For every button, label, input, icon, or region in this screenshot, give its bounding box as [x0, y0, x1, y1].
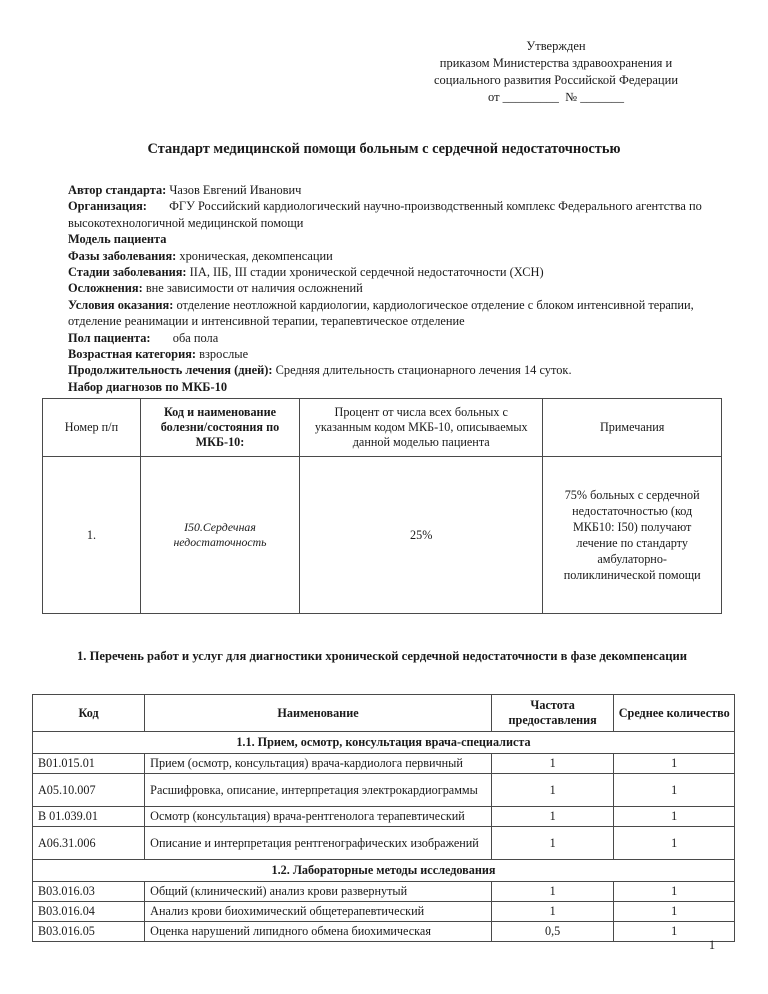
meta-label: Условия оказания: — [68, 297, 174, 312]
meta-value: отделение неотложной кардиологии, кардиологическое отделение с блоком интенсивной терапии, отделение реанимации и интенсивной терапии, терапевтическое отделение — [68, 297, 694, 329]
approval-line-4: от _________ № _______ — [488, 90, 624, 104]
cell-frequency: 1 — [491, 882, 614, 902]
meta-label: Организация: — [68, 199, 147, 214]
meta-value: взрослые — [199, 347, 249, 362]
services-table-body — [33, 732, 735, 942]
cell-number: 1. — [43, 457, 141, 614]
meta-row — [68, 198, 728, 231]
cell-frequency: 1 — [491, 754, 614, 774]
cell-average: 1 — [614, 922, 735, 942]
meta-label: Осложнения: — [68, 281, 143, 296]
metadata-block — [68, 182, 728, 395]
approval-block — [390, 38, 722, 106]
col-header-percent: Процент от числа всех больных с указанным кодом МКБ-10, описываемых данной моделью пациента — [300, 399, 543, 457]
cell-frequency: 0,5 — [491, 922, 614, 942]
approval-line-3: социального развития Российской Федерации — [433, 73, 679, 87]
cell-frequency: 1 — [491, 902, 614, 922]
table-row — [33, 882, 735, 902]
meta-value: вне зависимости от наличия осложнений — [145, 281, 363, 296]
cell-average: 1 — [614, 774, 735, 807]
cell-name: Прием (осмотр, консультация) врача-кардиолога первичный — [145, 754, 492, 774]
cell-percent: 25% — [300, 457, 543, 614]
cell-code: В03.016.05 — [33, 922, 145, 942]
approval-line-2: приказом Министерства здравоохранения и — [439, 56, 673, 70]
table-row — [33, 754, 735, 774]
diagnoses-table — [42, 398, 722, 614]
meta-row — [68, 231, 728, 247]
table-header-row — [43, 399, 722, 457]
meta-row — [68, 264, 728, 280]
table-row — [33, 774, 735, 807]
page-title: Стандарт медицинской помощи больным с сердечной недостаточностью — [147, 141, 621, 157]
col-header-average: Среднее количество — [614, 695, 735, 732]
cell-average: 1 — [614, 807, 735, 827]
meta-row — [68, 330, 728, 346]
approval-line-1: Утвержден — [526, 39, 586, 53]
meta-label: Фазы заболевания: — [68, 248, 177, 263]
cell-name: Расшифровка, описание, интерпретация электрокардиограммы — [145, 774, 492, 807]
meta-value: Средняя длительность стационарного лечения 14 суток. — [275, 363, 572, 378]
cell-code: В01.015.01 — [33, 754, 145, 774]
group-header-row — [33, 860, 735, 882]
services-table — [32, 694, 735, 942]
cell-name: Общий (клинический) анализ крови развернутый — [145, 882, 492, 902]
page-number: 1 — [708, 938, 716, 952]
cell-code-name: I50.Сердечная недостаточность — [140, 457, 299, 614]
cell-note: 75% больных с сердечной недостаточностью (код МКБ10: I50) получают лечение по стандарту амбулаторно-поликлинической помощи — [543, 457, 722, 614]
table-row — [33, 902, 735, 922]
cell-name: Описание и интерпретация рентгенографических изображений — [145, 827, 492, 860]
meta-label: Пол пациента: — [68, 330, 151, 345]
cell-code: В 01.039.01 — [33, 807, 145, 827]
meta-value: хроническая, декомпенсации — [179, 248, 333, 263]
cell-code: В03.016.03 — [33, 882, 145, 902]
col-header-frequency: Частота предоставления — [491, 695, 614, 732]
meta-value: оба пола — [172, 330, 219, 345]
cell-frequency: 1 — [491, 807, 614, 827]
meta-label: Набор диагнозов по МКБ-10 — [68, 379, 228, 394]
table-row — [33, 922, 735, 942]
services-table-head — [33, 695, 735, 732]
cell-frequency: 1 — [491, 774, 614, 807]
meta-row — [68, 182, 728, 198]
group-header-row — [33, 732, 735, 754]
meta-value: Чазов Евгений Иванович — [169, 183, 302, 197]
meta-label: Автор стандарта: — [68, 183, 167, 197]
meta-row — [68, 297, 728, 330]
cell-name: Оценка нарушений липидного обмена биохимическая — [145, 922, 492, 942]
group-title: 1.2. Лабораторные методы исследования — [33, 860, 735, 882]
col-header-name: Наименование — [145, 695, 492, 732]
cell-average: 1 — [614, 882, 735, 902]
meta-label: Возрастная категория: — [68, 347, 197, 362]
table-header-row — [33, 695, 735, 732]
meta-label: Стадии заболевания: — [68, 265, 187, 280]
table-row — [33, 827, 735, 860]
col-header-code: Код — [33, 695, 145, 732]
cell-name: Осмотр (консультация) врача-рентгенолога терапевтический — [145, 807, 492, 827]
cell-average: 1 — [614, 827, 735, 860]
meta-value: IIА, IIБ, III стадии хронической сердечной недостаточности (ХСН) — [189, 265, 544, 280]
cell-code: В03.016.04 — [33, 902, 145, 922]
cell-frequency: 1 — [491, 827, 614, 860]
meta-row — [68, 248, 728, 264]
cell-code: А06.31.006 — [33, 827, 145, 860]
table-row — [33, 807, 735, 827]
meta-row — [68, 362, 728, 378]
diagnoses-table-body — [43, 457, 722, 614]
diagnoses-table-head — [43, 399, 722, 457]
group-title: 1.1. Прием, осмотр, консультация врача-специалиста — [33, 732, 735, 754]
col-header-notes: Примечания — [543, 399, 722, 457]
cell-average: 1 — [614, 754, 735, 774]
meta-row — [68, 379, 728, 395]
meta-label: Продолжительность лечения (дней): — [68, 363, 273, 378]
section-heading: 1. Перечень работ и услуг для диагностики хронической сердечной недостаточности в фазе декомпенсации — [77, 649, 687, 663]
table-row — [43, 457, 722, 614]
cell-name: Анализ крови биохимический общетерапевтический — [145, 902, 492, 922]
meta-value: ФГУ Российский кардиологический научно-производственный комплекс Федерального агентства по высокотехнологичной медицинской помощи — [68, 199, 702, 230]
meta-row — [68, 280, 728, 296]
meta-label: Модель пациента — [68, 232, 167, 247]
col-header-code: Код и наименование болезни/состояния по МКБ-10: — [140, 399, 299, 457]
cell-average: 1 — [614, 902, 735, 922]
cell-code: А05.10.007 — [33, 774, 145, 807]
col-header-number: Номер п/п — [43, 399, 141, 457]
meta-row — [68, 346, 728, 362]
